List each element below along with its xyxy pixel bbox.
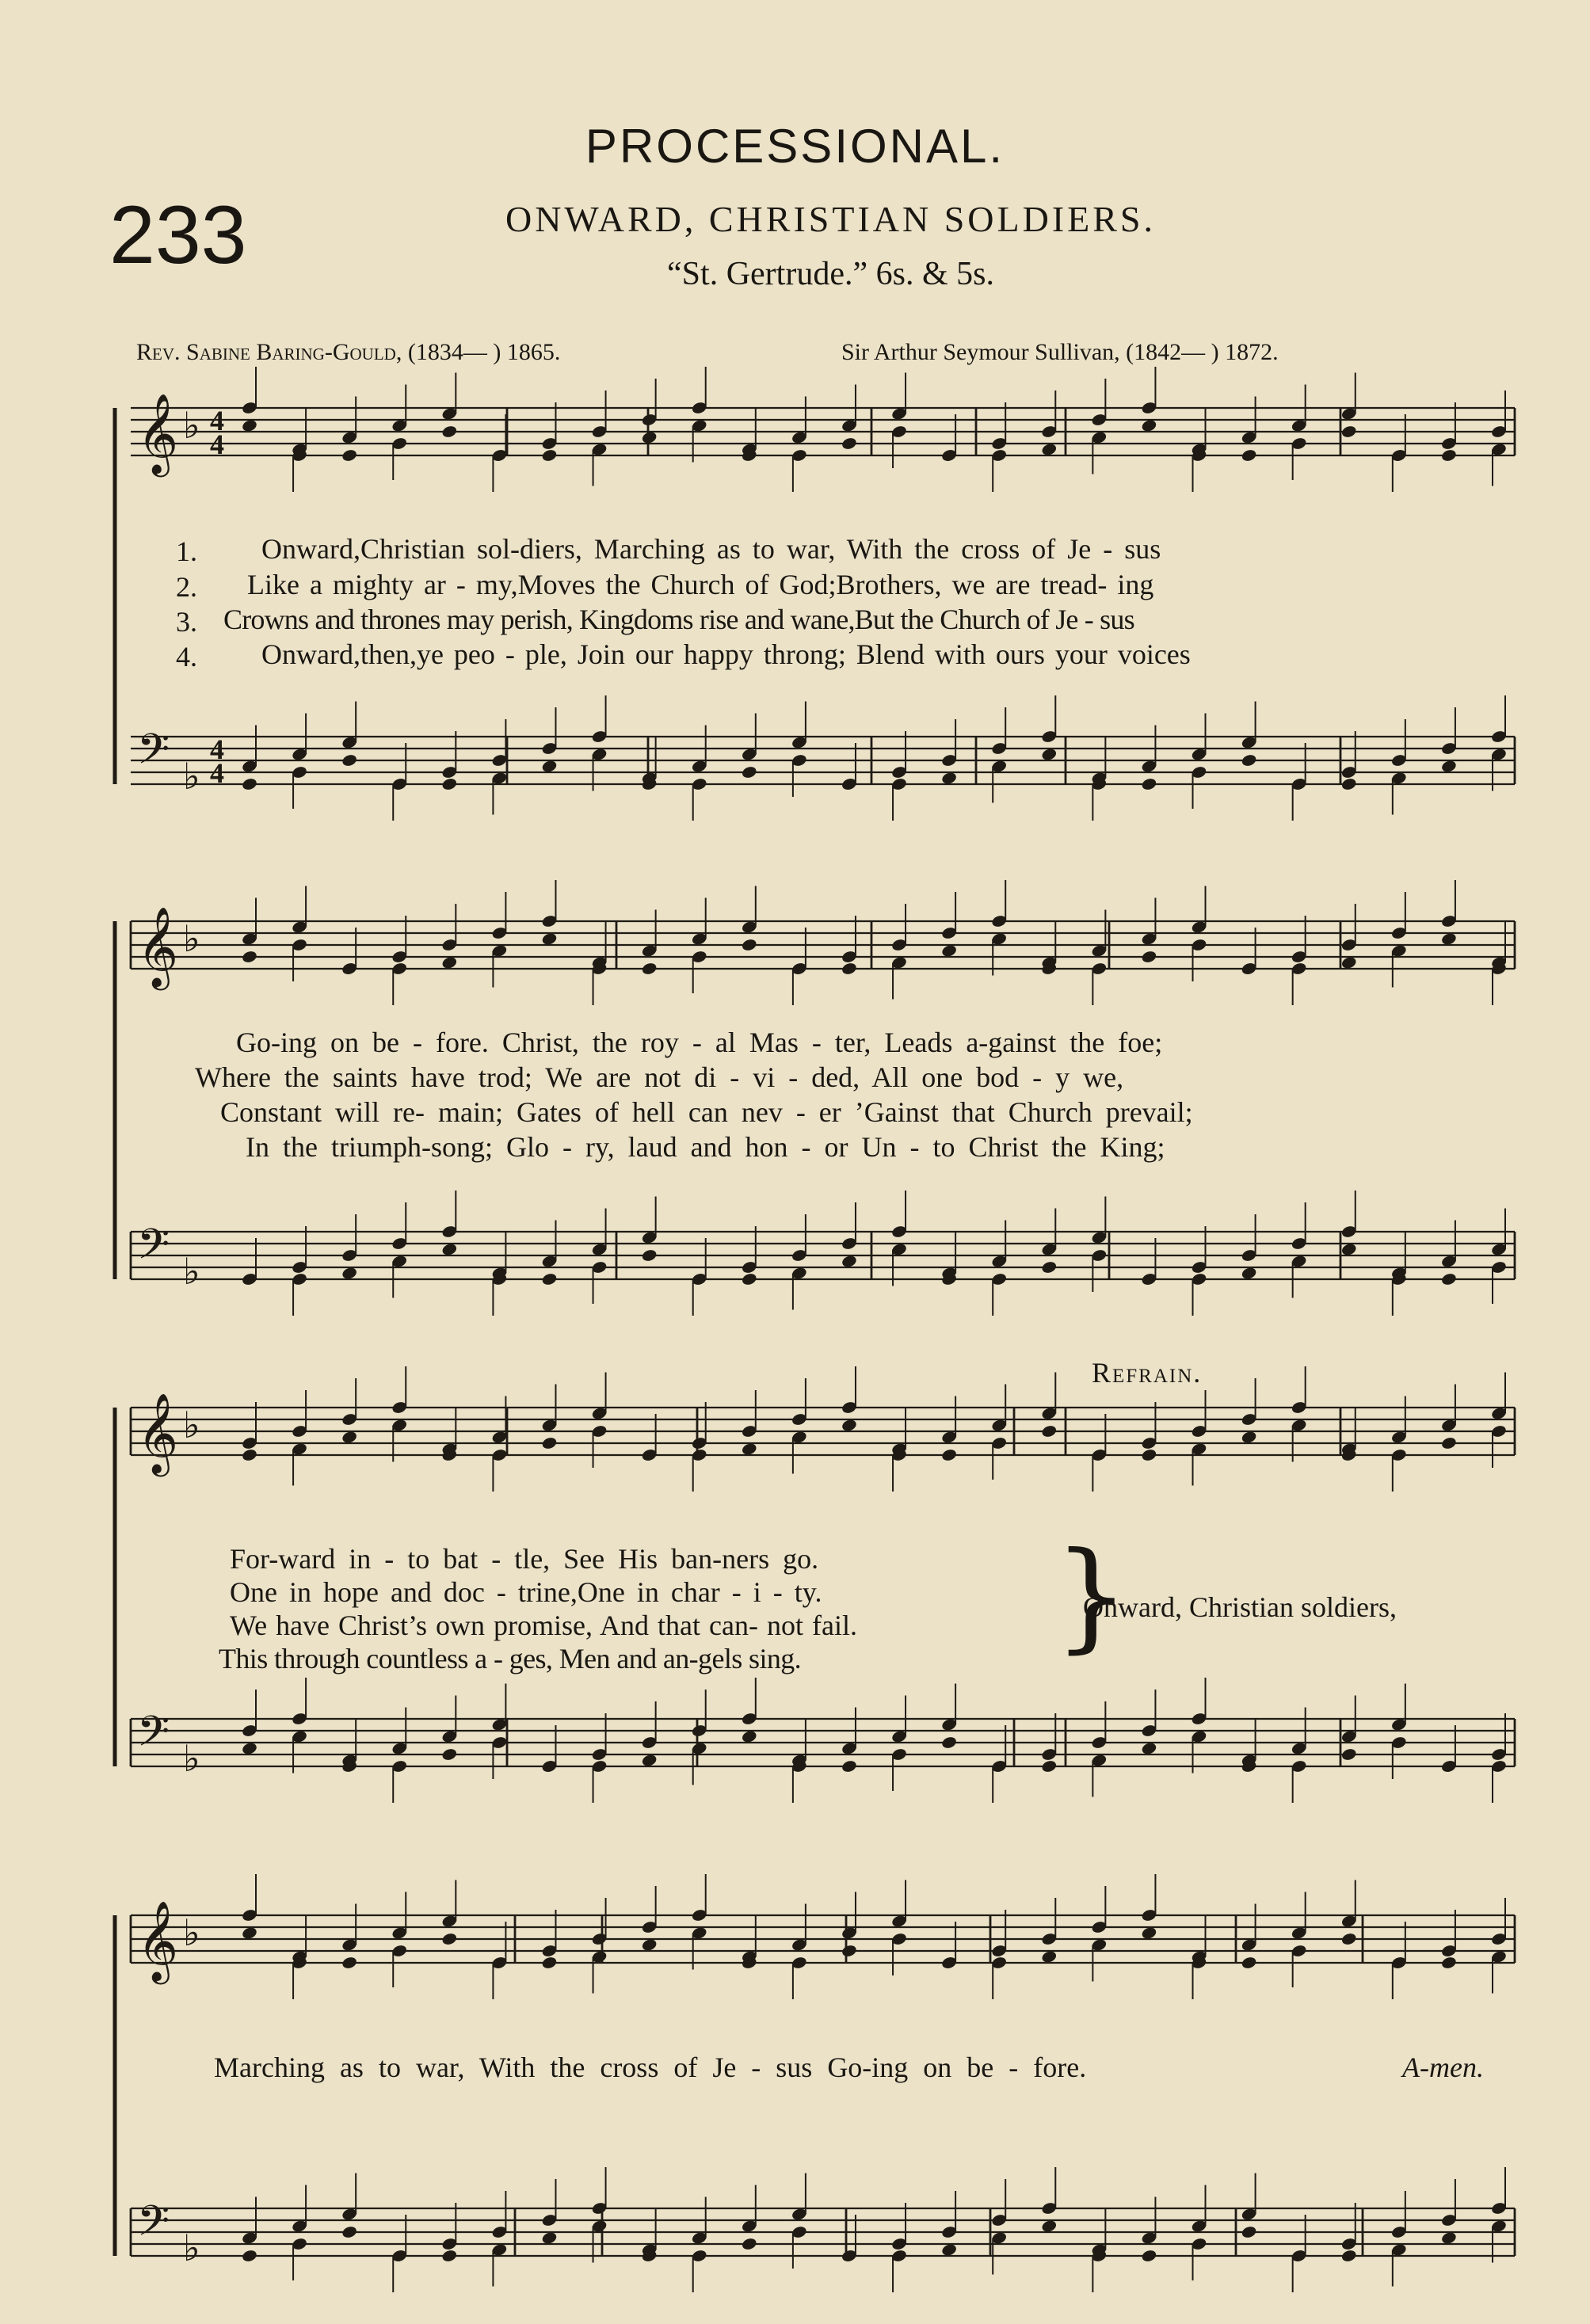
note-head (441, 777, 458, 791)
verse-2-line-1: Like a mighty ar - my,Moves the Church of God;Brothers, we are tread- ing (247, 569, 1154, 600)
note-head (441, 1932, 458, 1946)
note-head (841, 1944, 857, 1958)
tune-name: “St. Gertrude.” 6s. & 5s. (667, 256, 994, 292)
note-head (741, 765, 757, 779)
note-head (1440, 448, 1457, 463)
verse-3-line-2: Constant will re- main; Gates of hell can nev - er ’Gainst that Church prevail; (220, 1096, 1193, 1128)
note-head (1340, 2249, 1357, 2263)
flat-key-signature-icon: ♭ (183, 1911, 200, 1954)
note-head (841, 1759, 857, 1773)
note-head (1241, 753, 1257, 768)
treble-clef-icon: 𝄞 (137, 392, 179, 474)
note-head (241, 1448, 257, 1462)
note-head (940, 1448, 957, 1462)
music-credit: Sir Arthur Seymour Sullivan, (1842— ) 1872. (841, 339, 1279, 365)
flat-key-signature-icon: ♭ (183, 404, 200, 447)
refrain-label: Refrain. (1092, 1357, 1203, 1389)
treble-clef-icon: 𝄞 (137, 1899, 179, 1981)
section-title: PROCESSIONAL. (585, 120, 1005, 173)
note-head (1340, 425, 1357, 439)
note-head (1440, 1436, 1457, 1450)
note-head (1041, 1260, 1058, 1274)
verse-4-line-3: This through countless a - ges, Men and an-gels sing. (219, 1643, 802, 1674)
verse-3-line-3: We have Christ’s own promise, And that can- not fail. (230, 1610, 857, 1641)
bass-clef-icon: 𝄢 (137, 2197, 170, 2256)
words-credit: Rev. Sabine Baring-Gould, (1834— ) 1865. (136, 339, 561, 365)
flat-key-signature-icon: ♭ (183, 755, 200, 798)
treble-clef-icon: 𝄞 (137, 905, 179, 987)
verse-number-2: 2. (176, 571, 197, 603)
note-head (1440, 1272, 1457, 1286)
note-head (1041, 1424, 1058, 1438)
verse-number-3: 3. (176, 606, 197, 638)
verse-1-line-3: For-ward in - to bat - tle, See His ban-ners go. (230, 1543, 819, 1575)
time-signature-bottom: 4 (210, 429, 224, 460)
note-head (341, 753, 357, 768)
note-head (940, 1735, 957, 1750)
refrain-final-line: Marching as to war, With the cross of Je - sus Go-ing on be - fore. (214, 2052, 1087, 2083)
bass-clef-icon: 𝄢 (137, 726, 170, 784)
note-head (1241, 2225, 1257, 2239)
note-head (341, 1956, 357, 1970)
verse-number-1: 1. (176, 535, 197, 567)
note-head (441, 425, 458, 439)
note-head (541, 1436, 558, 1450)
amen-text: A-men. (1402, 2052, 1484, 2083)
bass-clef-icon: 𝄢 (137, 1708, 170, 1766)
verse-4-line-2: In the triumph-song; Glo - ry, laud and hon - or Un - to Christ the King; (246, 1131, 1165, 1163)
hymn-title: ONWARD, CHRISTIAN SOLDIERS. (505, 199, 1157, 239)
flat-key-signature-icon: ♭ (183, 1404, 200, 1446)
note-head (1241, 448, 1257, 463)
note-head (341, 448, 357, 463)
note-head (1440, 1956, 1457, 1970)
note-head (641, 962, 658, 976)
note-head (241, 2249, 257, 2263)
flat-key-signature-icon: ♭ (183, 917, 200, 960)
note-head (1041, 1759, 1058, 1773)
note-head (1141, 1448, 1157, 1462)
note-head (1340, 1747, 1357, 1762)
note-head (541, 1956, 558, 1970)
bass-clef-icon: 𝄢 (137, 1221, 170, 1279)
flat-key-signature-icon: ♭ (183, 1737, 200, 1780)
note-head (1340, 1932, 1357, 1946)
note-head (1340, 777, 1357, 791)
note-head (1141, 777, 1157, 791)
verse-1-line-1: Onward,Christian sol-diers, Marching as to war, With the cross of Je - sus (261, 533, 1161, 565)
verse-number-4: 4. (176, 641, 197, 672)
note-head (841, 436, 857, 451)
note-head (341, 2225, 357, 2239)
refrain-brace-text: Onward, Christian soldiers, (1083, 1591, 1397, 1623)
verse-brace: } (1054, 1527, 1130, 1665)
time-signature-top: 4 (210, 405, 224, 436)
note-head (841, 962, 857, 976)
note-head (1141, 950, 1157, 964)
verse-2-line-2: Where the saints have trod; We are not di - vi - ded, All one bod - y we, (195, 1061, 1124, 1093)
note-head (241, 950, 257, 964)
note-head (741, 1272, 757, 1286)
note-head (641, 1248, 658, 1263)
verse-4-line-1: Onward,then,ye peo - ple, Join our happy throng; Blend with ours your voices (261, 638, 1191, 670)
note-head (441, 1747, 458, 1762)
flat-key-signature-icon: ♭ (183, 1250, 200, 1293)
note-head (541, 1272, 558, 1286)
verse-1-line-2: Go-ing on be - fore. Christ, the roy - al Mas - ter, Leads a-gainst the foe; (236, 1027, 1163, 1058)
time-signature-bottom: 4 (210, 757, 224, 789)
note-head (441, 2249, 458, 2263)
verse-3-line-1: Crowns and thrones may perish, Kingdoms rise and wane,But the Church of Je - sus (223, 604, 1134, 635)
time-signature-top: 4 (210, 733, 224, 765)
note-head (1241, 1956, 1257, 1970)
hymn-number: 233 (109, 189, 247, 281)
note-head (241, 777, 257, 791)
note-head (541, 448, 558, 463)
flat-key-signature-icon: ♭ (183, 2227, 200, 2269)
note-head (1141, 2249, 1157, 2263)
note-head (741, 2237, 757, 2251)
verse-2-line-3: One in hope and doc - trine,One in char - i - ty. (230, 1576, 822, 1608)
treble-clef-icon: 𝄞 (137, 1392, 179, 1473)
note-head (741, 938, 757, 952)
